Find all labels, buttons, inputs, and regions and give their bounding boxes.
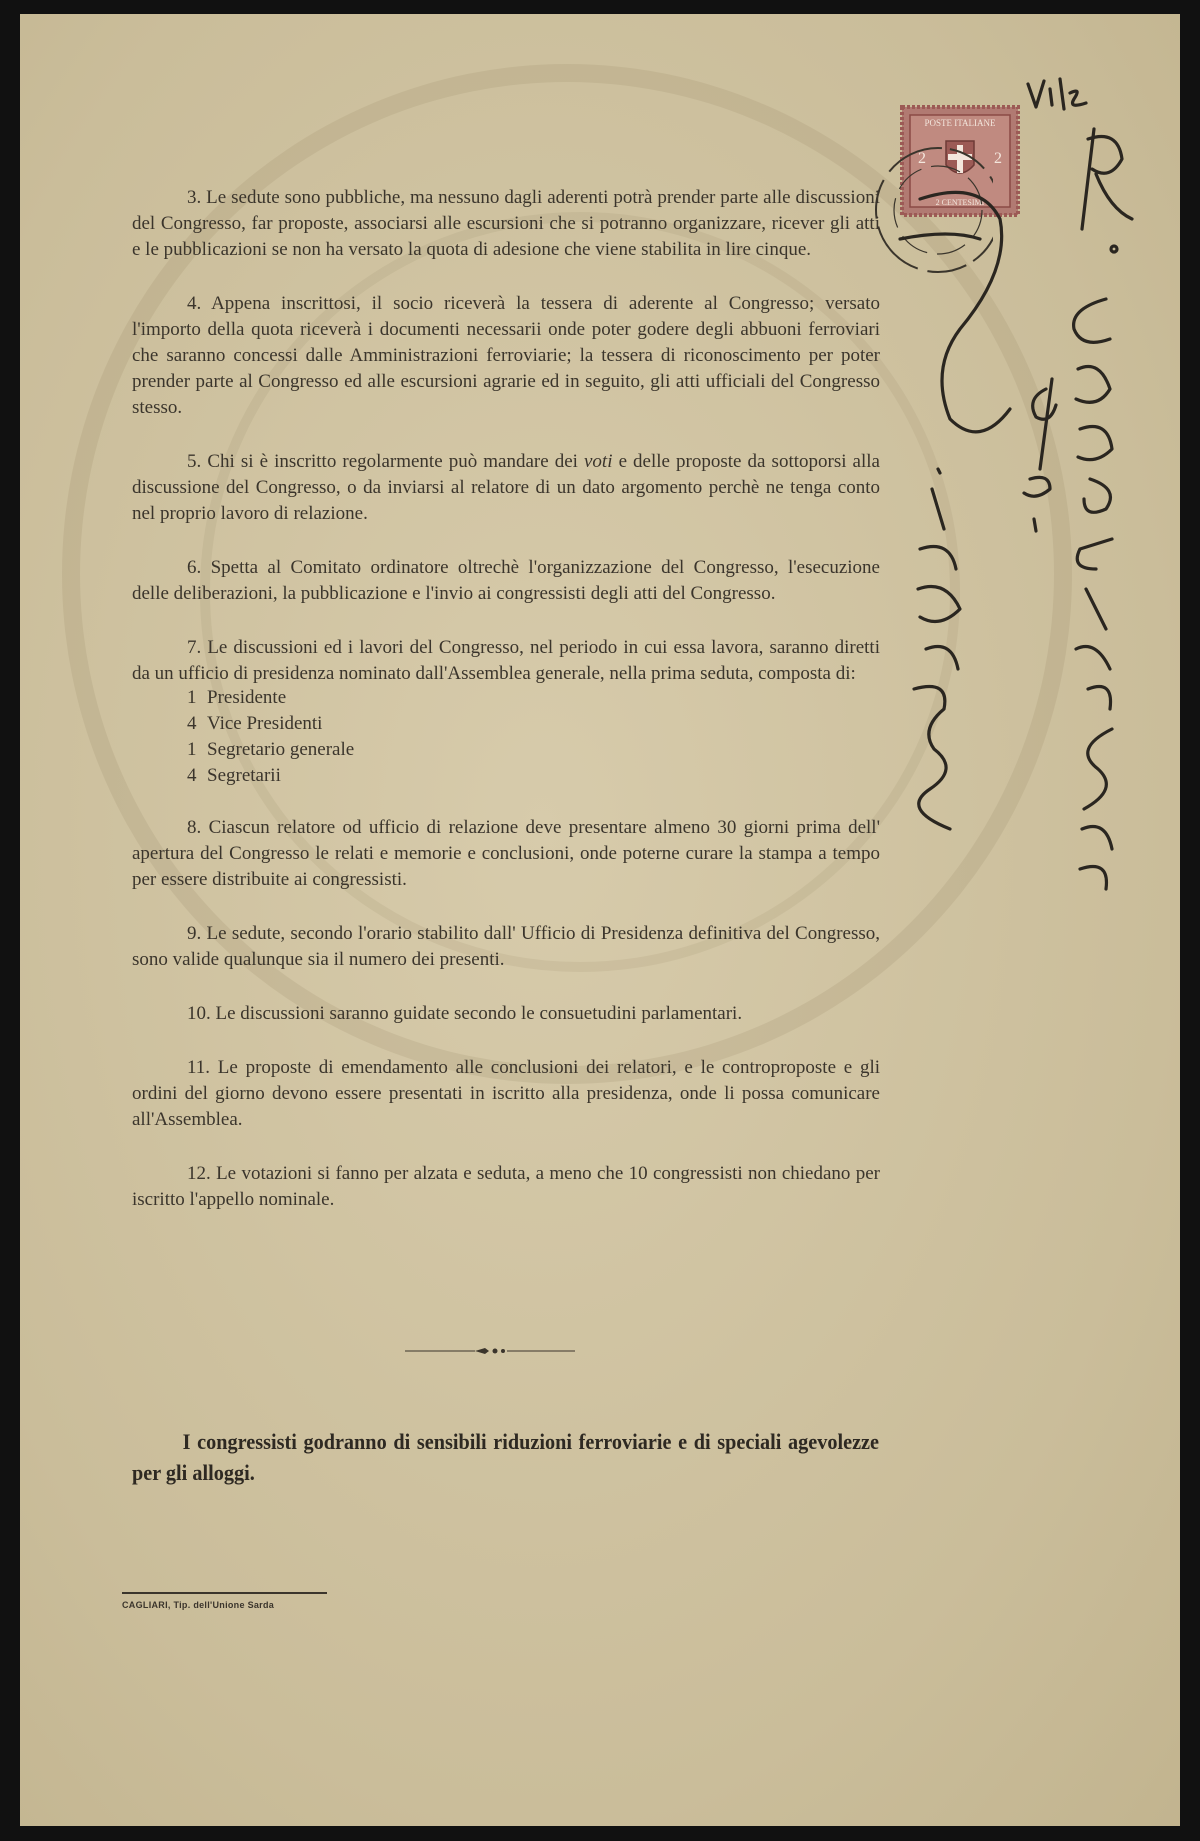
ornament-divider	[405, 1346, 575, 1356]
printer-rule	[122, 1592, 327, 1594]
travel-notice: I congressisti godranno di sensibili riduzioni ferroviarie e di speciali agevolezze per gli alloggi.	[132, 1429, 880, 1485]
paragraph-10: 10. Le discussioni saranno guidate secondo le consuetudini parlamentari.	[187, 1003, 743, 1024]
stamp-value-left: 2	[918, 150, 926, 167]
paragraph-8: 8. Ciascun relatore od ufficio di relazione deve presentare almeno 30 giorni prima dell' apertura del Congresso le relati e memorie e conclusioni, onde poterne curare la stampa a tempo per essere distribuite ai congressisti.	[132, 817, 880, 890]
paragraph-5: 5. Chi si è inscritto regolarmente può mandare dei voti e delle proposte da sottoporsi alla discussione del Congresso, o da inviarsi al relatore di un dato argomento perchè ne tenga conto nel proprio lavoro di relazione.	[132, 451, 880, 524]
presidency-composition-list	[187, 685, 880, 789]
paragraph-11: 11. Le proposte di emendamento alle conclusioni dei relatori, e le controproposte e gli ordini del giorno devono essere presentati in iscritto alla presidenza, onde li possa comunicare all'Assemblea.	[132, 1057, 880, 1130]
list-item: 4 Vice Presidenti	[187, 713, 323, 734]
paragraph-6: 6. Spetta al Comitato ordinatore oltrechè l'organizzazione del Congresso, l'esecuzione delle deliberazioni, la pubblicazione e l'invio ai congressisti degli atti del Congresso.	[132, 557, 880, 604]
printer-imprint: CAGLIARI, Tip. dell'Unione Sarda	[122, 1600, 275, 1610]
handwritten-address	[860, 69, 1150, 939]
list-item: 1 Segretario generale	[187, 739, 355, 760]
stamp-bottom-text: 2 CENTESIMI	[935, 198, 985, 207]
list-item: 1 Presidente	[187, 687, 287, 708]
paragraph-7: 7. Le discussioni ed i lavori del Congresso, nel periodo in cui essa lavora, saranno diretti da un ufficio di presidenza nominato dall'Assemblea generale, nella prima seduta, composta di:	[132, 637, 880, 684]
document-page	[20, 14, 1180, 1826]
handwriting-strokes	[900, 79, 1132, 889]
list-item: 4 Segretarii	[187, 765, 281, 786]
stamp-value-right: 2	[994, 150, 1002, 167]
paragraph-9: 9. Le sedute, secondo l'orario stabilito dall' Ufficio di Presidenza definitiva del Congresso, sono valide qualunque sia il numero dei presenti.	[132, 923, 880, 970]
paragraph-4: 4. Appena inscrittosi, il socio riceverà la tessera di aderente al Congresso; versato l'importo della quota riceverà i documenti necessarii onde poter godere degli abbuoni ferroviari che saranno concessi dalle Amministrazioni ferroviarie; la tessera di riconoscimento per poter prender parte al Congresso ed alle escursioni agrarie ed in seguito, gli atti ufficiali del Congresso stesso.	[132, 293, 880, 418]
paragraph-12: 12. Le votazioni si fanno per alzata e seduta, a meno che 10 congressisti non chiedano per iscritto l'appello nominale.	[132, 1163, 880, 1210]
stamp-top-text: POSTE ITALIANE	[924, 118, 996, 128]
paragraph-3: 3. Le sedute sono pubbliche, ma nessuno dagli aderenti potrà prender parte alle discussioni del Congresso, far proposte, associarsi alle escursioni che si potranno organizzare, ricever gli atti e le pubblicazioni se non ha versato la quota di adesione che viene stabilita in lire cinque.	[132, 187, 880, 260]
regulations-text	[132, 185, 880, 1241]
